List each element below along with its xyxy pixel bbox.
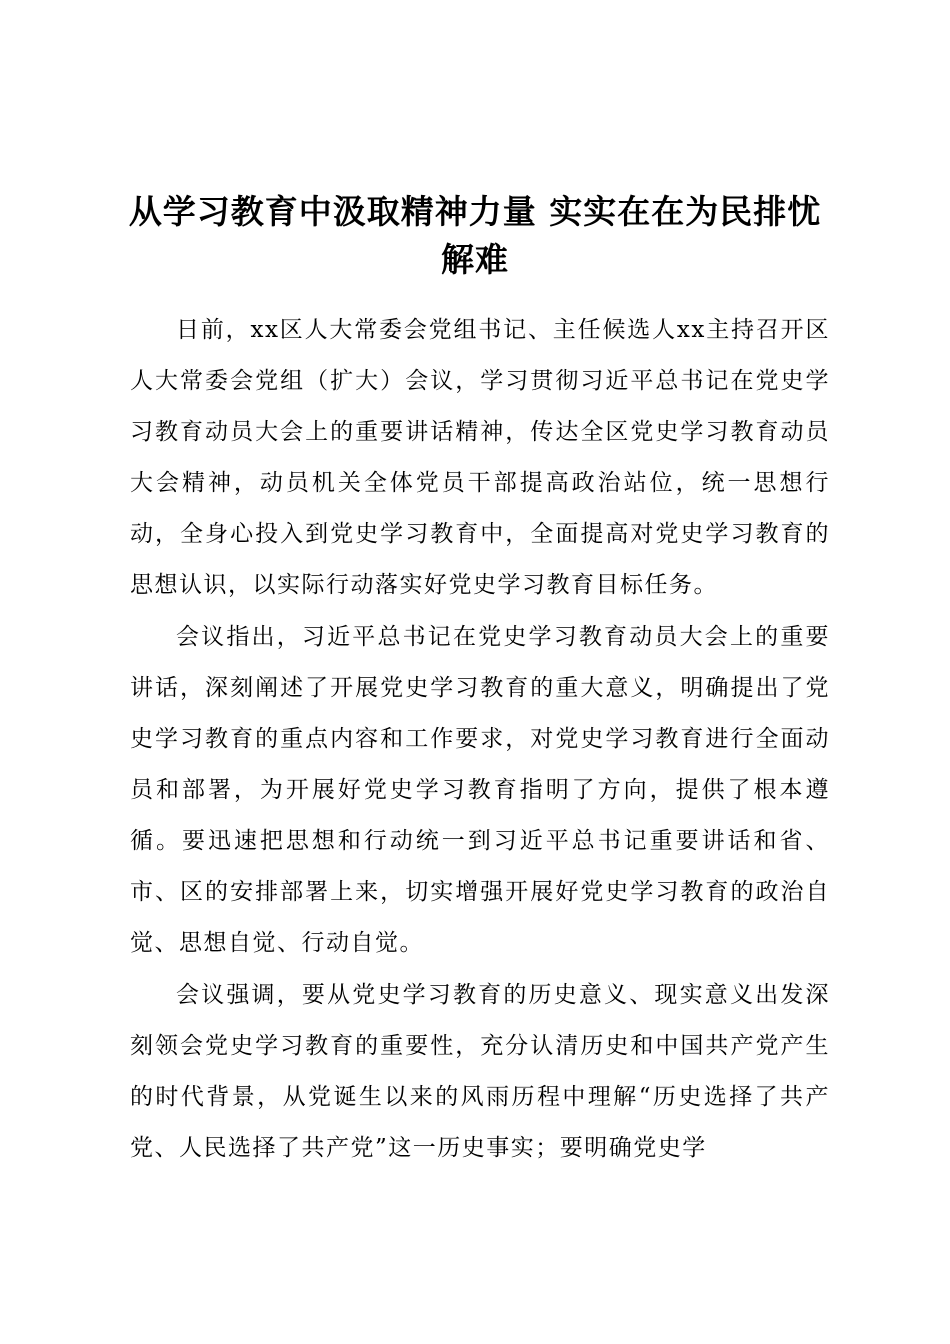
document-title: 从学习教育中汲取精神力量 实实在在为民排忧解难 [128,192,822,279]
paragraph-2: 会议指出，习近平总书记在党史学习教育动员大会上的重要讲话，深刻阐述了开展党史学习教育的重大意义，明确提出了党史学习教育的重点内容和工作要求，对党史学习教育进行全面动员和部署，为开展好党史学习教育指明了方向，提供了根本遵循。要迅速把思想和行动统一到习近平总书记重要讲话和省、市、区的安排部署上来，切实增强开展好党史学习教育的政治自觉、思想自觉、行动自觉。 [130,624,830,956]
paragraph-1: 日前，xx区人大常委会党组书记、主任候选人xx主持召开区人大常委会党组（扩大）会议，学习贯彻习近平总书记在党史学习教育动员大会上的重要讲话精神，传达全区党史学习教育动员大会精神，动员机关全体党员干部提高政治站位，统一思想行动，全身心投入到党史学习教育中，全面提高对党史学习教育的思想认识，以实际行动落实好党史学习教育目标任务。 [130,317,830,598]
paragraph-3: 会议强调，要从党史学习教育的历史意义、现实意义出发深刻领会党史学习教育的重要性，充分认清历史和中国共产党产生的时代背景，从党诞生以来的风雨历程中理解“历史选择了共产党、人民选择了共产党”这一历史事实；要明确党史学 [130,982,830,1161]
